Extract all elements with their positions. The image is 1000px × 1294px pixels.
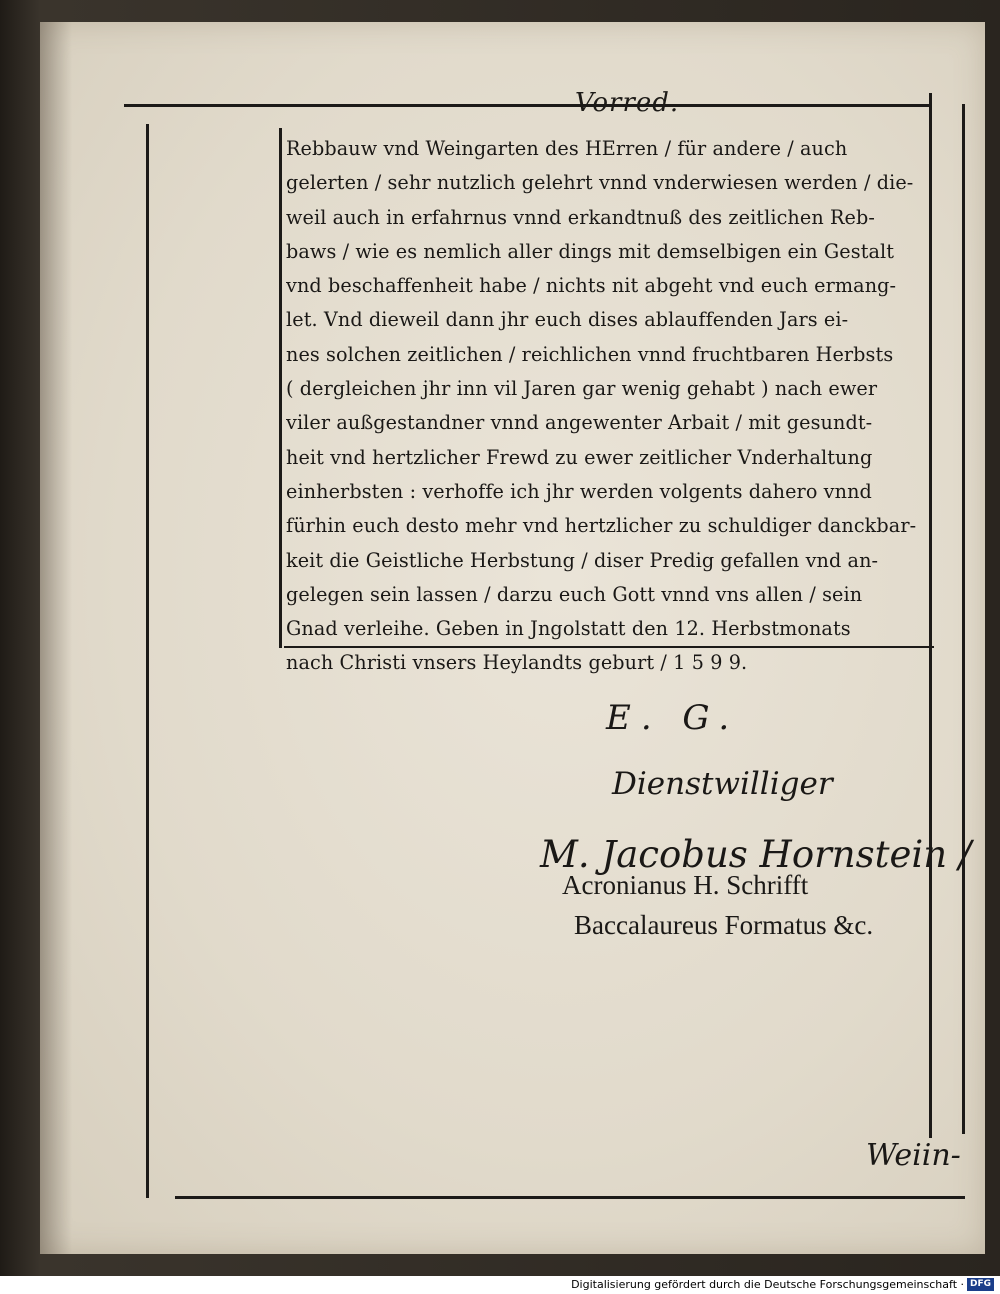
- text-line: Rebbauw vnd Weingarten des HErren / für andere / auch: [286, 137, 848, 160]
- initials: E. G.: [606, 698, 740, 738]
- signature-line-2: Acronianus H. Schrifft: [562, 870, 809, 900]
- text-line: viler außgestandner vnnd angewenter Arbait / mit gesundt-: [286, 411, 873, 435]
- body-text: [286, 132, 934, 681]
- frame-rule-top: [124, 104, 932, 107]
- text-line: let. Vnd dieweil dann jhr euch dises ablauffenden Jars ei-: [286, 308, 849, 332]
- text-line: fürhin euch desto mehr vnd hertzlicher zu schuldiger danckbar-: [286, 514, 917, 538]
- footer-credit: Digitalisierung gefördert durch die Deutsche Forschungsgemeinschaft ·: [571, 1278, 964, 1291]
- text-line: einherbsten : verhoffe ich jhr werden volgents dahero vnnd: [286, 479, 872, 503]
- footer-bar: [0, 1276, 1000, 1294]
- text-line: weil auch in erfahrnus vnnd erkandtnuß des zeitlichen Reb-: [286, 205, 875, 229]
- text-line: heit vnd hertzlicher Frewd zu ewer zeitlicher Vnderhaltung: [286, 445, 873, 469]
- text-block-rule-left: [279, 128, 282, 648]
- frame-rule-left: [146, 124, 149, 1198]
- catchword: Weiin-: [866, 1138, 961, 1173]
- text-line: ( dergleichen jhr inn vil Jaren gar wenig gehabt ) nach ewer: [286, 377, 878, 401]
- text-line: baws / wie es nemlich aller dings mit demselbigen ein Gestalt: [286, 239, 895, 263]
- text-line: Gnad verleihe. Geben in Jngolstatt den 12. Herbstmonats: [286, 617, 851, 641]
- running-head: Vorred.: [575, 88, 680, 118]
- frame-rule-bottom: [175, 1196, 965, 1199]
- text-line: keit die Geistliche Herbstung / diser Predig gefallen vnd an-: [286, 548, 879, 572]
- text-line: vnd beschaffenheit habe / nichts nit abgeht vnd euch ermang-: [286, 274, 897, 298]
- dfg-logo-icon[interactable]: DFG: [967, 1278, 994, 1291]
- text-line: nach Christi vnsers Heylandts geburt / 1 5 9 9.: [286, 651, 748, 675]
- signature-name: M. Jacobus Hornstein /: [540, 833, 972, 876]
- text-line: gelerten / sehr nutzlich gelehrt vnnd vnderwiesen werden / die-: [286, 171, 914, 195]
- signature-line-3: Baccalaureus Formatus &c.: [574, 910, 874, 940]
- text-line: nes solchen zeitlichen / reichlichen vnnd fruchtbaren Herbsts: [286, 342, 894, 366]
- frame-rule-right: [962, 104, 965, 1134]
- closing-word: Dienstwilliger: [612, 766, 833, 802]
- text-line: gelegen sein lassen / darzu euch Gott vnnd vns allen / sein: [286, 582, 863, 606]
